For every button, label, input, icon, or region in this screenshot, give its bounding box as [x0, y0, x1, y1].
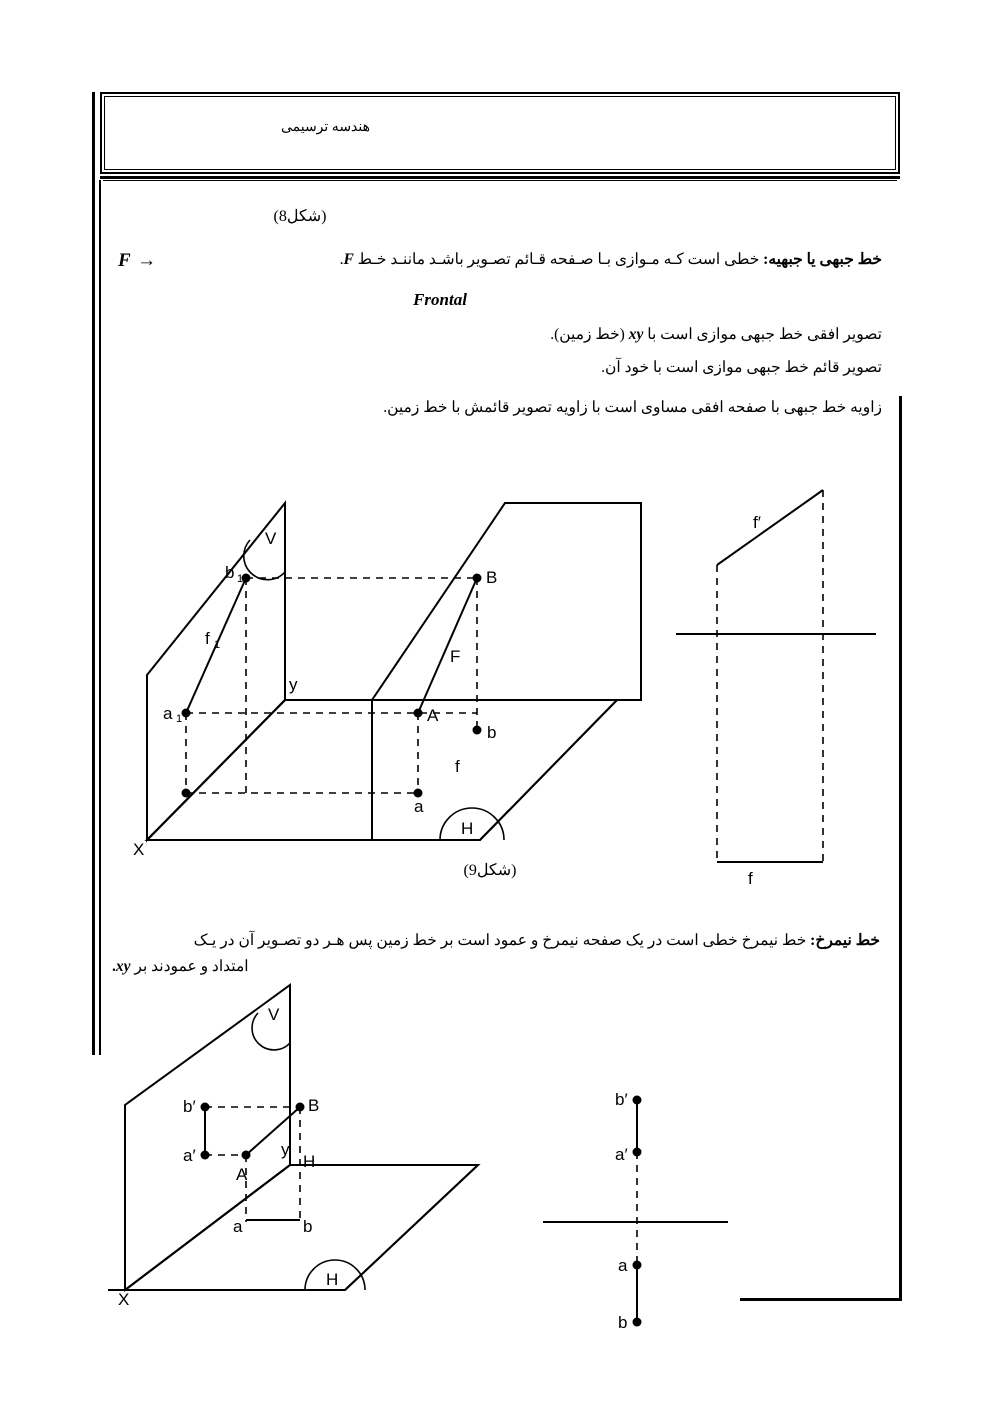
profile-ortho-label-bprime: b′ — [615, 1090, 628, 1109]
definition-frontal-period: . — [339, 251, 344, 268]
figure9-point-b-label: b — [487, 723, 497, 742]
profile-label-V: V — [268, 1005, 280, 1024]
figure9-segment-f1-label: f — [205, 629, 210, 648]
figure9-ortho-f-label: f — [748, 869, 753, 888]
figure9-point-b1-sub: 1 — [237, 573, 244, 585]
definition-profile-line2-a: امتداد و عمودند بر — [130, 958, 249, 976]
figure9-axis-x-label: X — [133, 840, 145, 859]
caption-figure-9: (شکل9) — [463, 862, 517, 879]
profile-ortho-label-b: b — [618, 1313, 628, 1332]
margin-note-frontal-arrow: F → — [118, 250, 158, 271]
statement-horizontal-projection-a: تصویر افقی خط جبهی موازی است با — [643, 326, 882, 343]
profile-origin-H-label: H — [303, 1152, 316, 1171]
definition-frontal-term: خط جبهی یا جبهیه: — [763, 251, 882, 268]
figure9-point-B-label: B — [486, 568, 498, 587]
figure9-label-V: V — [265, 529, 277, 548]
profile-label-a: a — [233, 1217, 243, 1236]
profile-ortho-label-a: a — [618, 1256, 628, 1275]
symbol-F: F — [343, 251, 354, 268]
figure9-segment-f1-sub: 1 — [214, 639, 221, 651]
caption-figure-8: (شکل8) — [273, 208, 327, 225]
figure9-segment-F-label: F — [450, 647, 461, 666]
figure9-point-a1-sub: 1 — [176, 713, 183, 725]
profile-label-bprime: b′ — [183, 1097, 196, 1116]
figure9-point-a-label: a — [414, 797, 424, 816]
figure9-point-A-label: A — [427, 706, 439, 725]
statement-angle: زاویه خط جبهی با صفحه افقی مساوی است با زاویه تصویر قائمش با خط زمین. — [383, 399, 882, 416]
profile-ortho-point-b — [633, 1318, 642, 1327]
profile-axis-x-label: X — [118, 1290, 130, 1309]
profile-label-B: B — [308, 1096, 320, 1115]
profile-label-A: A — [236, 1165, 248, 1184]
profile-ortho-label-aprime: a′ — [615, 1145, 628, 1164]
profile-label-H: H — [326, 1270, 339, 1289]
figure9-ortho-fprime-label: f′ — [753, 513, 761, 532]
definition-profile-term: خط نیمرخ: — [810, 932, 880, 949]
page-title: هندسه ترسیمی — [280, 120, 370, 135]
definition-frontal-body: خطی است کـه مـوازی بـا صـفحه قـائم تصـویر باشـد ماننـد خـط — [353, 251, 764, 268]
symbol-xy-2: xy — [115, 958, 131, 976]
profile-ortho-point-a — [633, 1261, 642, 1270]
profile-label-aprime: a′ — [183, 1146, 196, 1165]
figure9-axis-y-label: y — [289, 675, 298, 694]
figure9-point-a1-label: a — [163, 704, 173, 723]
frontal-latin-term: Frontal — [413, 290, 467, 309]
definition-profile-line2-b: . — [112, 958, 116, 976]
figure9-segment-f-label: f — [455, 757, 460, 776]
profile-ortho-point-aprime — [633, 1148, 642, 1157]
profile-ortho-point-bprime — [633, 1096, 642, 1105]
statement-vertical-projection: تصویر قائم خط جبهی موازی است با خود آن. — [601, 359, 882, 376]
profile-label-b: b — [303, 1217, 313, 1236]
symbol-xy-1: xy — [628, 326, 644, 343]
figure9-label-H: H — [461, 819, 474, 838]
profile-axis-y-label: y — [281, 1140, 290, 1159]
figure9-point-b1-label: b — [225, 563, 235, 582]
definition-profile-body: خط نیمرخ خطی است در یک صفحه نیمرخ و عمود است بر خط زمین پس هـر دو تصـویر آن در یـک — [193, 932, 811, 949]
statement-horizontal-projection-b: (خط زمین). — [550, 326, 629, 343]
